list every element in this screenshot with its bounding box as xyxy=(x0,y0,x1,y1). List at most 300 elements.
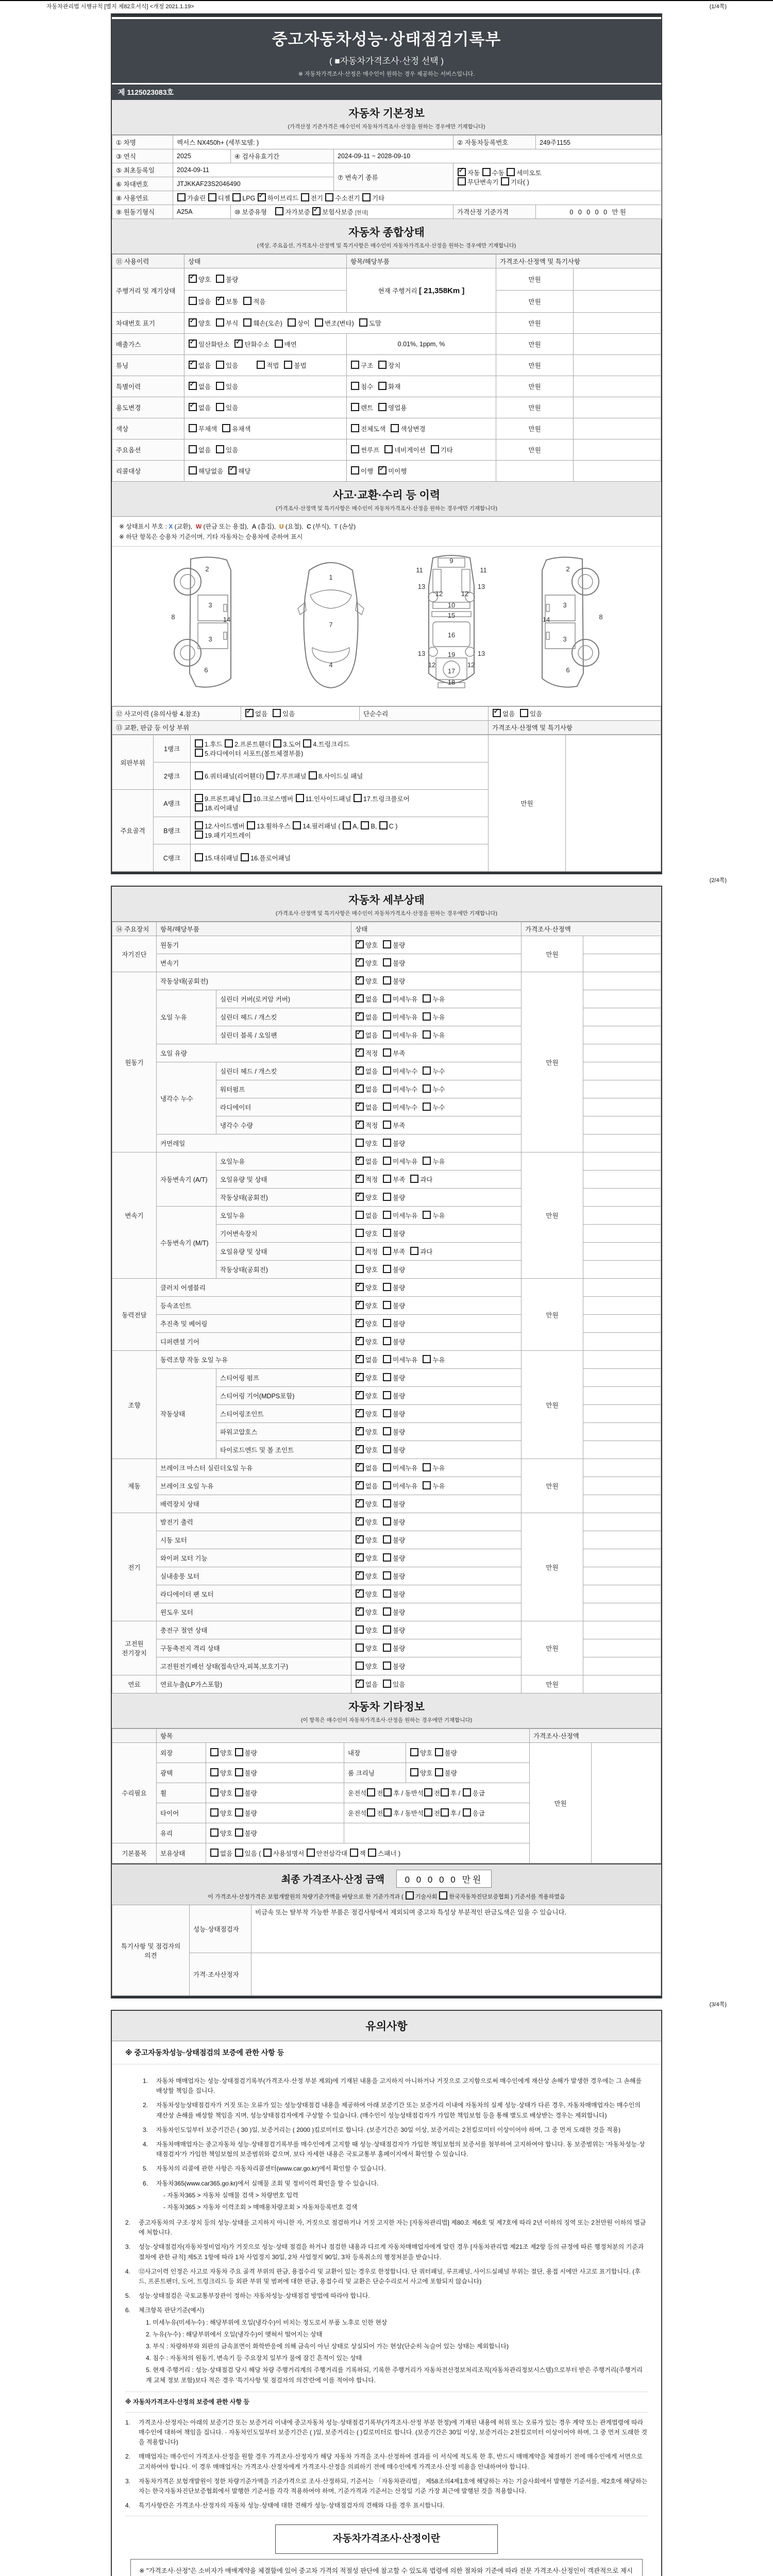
checkbox[interactable] xyxy=(210,1808,219,1817)
checkbox-checked[interactable] xyxy=(312,207,321,215)
checkbox[interactable] xyxy=(177,193,186,201)
checkbox-checked[interactable] xyxy=(356,940,364,948)
checkbox[interactable] xyxy=(501,177,509,185)
diagram-part-number: 2 xyxy=(205,565,209,573)
diagram-part-number: 11 xyxy=(480,566,487,574)
checkbox[interactable] xyxy=(273,709,281,717)
checkbox[interactable] xyxy=(383,1553,391,1562)
diagram-part-number: 10 xyxy=(447,601,456,609)
col-price: 가격조사·산정액 xyxy=(522,922,661,936)
row-label: 차대번호 표기 xyxy=(112,313,184,334)
item-label: 실내송풍 모터 xyxy=(157,1567,351,1585)
field-first-reg: ⑤ 최초등록일 xyxy=(112,163,173,177)
checkbox[interactable] xyxy=(195,803,203,811)
item-label: 충전구 절연 상태 xyxy=(157,1621,351,1639)
checkbox[interactable] xyxy=(241,853,249,861)
overall-state-table: ⑪ 사용이력 상태 항목/해당부품 가격조사·산정액 및 특기사항 주행거리 및 계기상태 ✓양호 불량 현재 주행거리 [ 21,358Km ] 만원 많음 ✓ 보통 적음 만원 차대번호 표기 ✓ 양호 부식 훼손(오손) 상이 변조(변타) 도말 만원 배출가스 ✓ 일산화탄소 ✓ 탄화수소 매연 0.01%, 1ppm, % 만원 튜닝 ✓ 없음 있음 적법 불법 구조 장치 만원 특별이력 ✓ 없음 있음 침수 화재 만원 용도변경 ✓ 없음 있음 렌트 영업용 만원 색상 무채색 유채색 전체도색 색상변경 만원 주요옵션 없음 있음 썬루프 네비게이션 기타 만원 리콜대상 해당없음 ✓ 해당 이행 ✓ 미이행 xyxy=(112,254,661,482)
checkbox[interactable] xyxy=(368,1849,376,1857)
checkbox[interactable] xyxy=(383,1391,391,1399)
checkbox[interactable] xyxy=(216,403,224,411)
checkbox[interactable] xyxy=(423,1103,431,1111)
price-cell: 만원 xyxy=(496,418,574,439)
checkbox-checked[interactable] xyxy=(189,275,197,283)
checkbox[interactable] xyxy=(424,1788,432,1797)
checkbox-checked[interactable] xyxy=(258,193,266,201)
warranty-cell xyxy=(231,205,453,219)
item-label: 발전기 출력 xyxy=(157,1513,351,1531)
checkbox-checked[interactable] xyxy=(356,1121,364,1129)
checkbox[interactable] xyxy=(383,976,391,985)
checkbox-checked[interactable] xyxy=(356,1553,364,1562)
checkbox[interactable] xyxy=(210,1849,219,1857)
diagram-part-number: 8 xyxy=(599,613,603,621)
checkbox-checked[interactable] xyxy=(356,1607,364,1616)
checkbox[interactable] xyxy=(315,318,323,327)
checkbox[interactable] xyxy=(216,275,224,283)
checkbox[interactable] xyxy=(482,168,491,176)
checkbox[interactable] xyxy=(423,1481,431,1489)
checkbox[interactable] xyxy=(275,207,283,215)
field-warranty-type: ⑩ 보증유형 xyxy=(234,209,267,216)
checkbox[interactable] xyxy=(356,1625,364,1634)
checkbox[interactable] xyxy=(195,853,203,861)
checkbox[interactable] xyxy=(383,1607,391,1616)
checkbox[interactable] xyxy=(383,1680,391,1688)
checkbox-checked[interactable] xyxy=(356,1175,364,1183)
checkbox[interactable] xyxy=(243,318,251,327)
checkbox[interactable] xyxy=(410,1768,418,1776)
value-inspection-period: 2024-09-11 ~ 2028-09-10 xyxy=(334,149,662,163)
checkbox[interactable] xyxy=(195,749,203,757)
checkbox[interactable] xyxy=(520,709,528,717)
checkbox-checked[interactable] xyxy=(356,1337,364,1345)
row-label: 내장 xyxy=(344,1743,406,1763)
checkbox[interactable] xyxy=(195,771,203,779)
opinion-row-inspector: 성능·상태점검자 xyxy=(190,1905,251,1953)
checkbox[interactable] xyxy=(301,193,309,201)
item-label: 오일누유 xyxy=(216,1153,351,1171)
checkbox[interactable] xyxy=(383,1427,391,1435)
checkbox-checked[interactable] xyxy=(356,1103,364,1111)
checkbox[interactable] xyxy=(288,318,296,327)
notice-title: 유의사항 xyxy=(365,2021,408,2032)
checkbox[interactable] xyxy=(383,1247,391,1255)
checkbox-checked[interactable] xyxy=(189,361,197,369)
checkbox[interactable] xyxy=(247,821,255,829)
checkbox[interactable] xyxy=(383,1175,391,1183)
diagram-part-number: 18 xyxy=(447,679,456,686)
checkbox[interactable] xyxy=(275,340,283,348)
checkbox[interactable] xyxy=(383,1048,391,1057)
checkbox[interactable] xyxy=(307,1849,315,1857)
device-label: 변속기 xyxy=(112,1153,157,1279)
checkbox[interactable] xyxy=(257,361,265,369)
checkbox-checked[interactable] xyxy=(356,1517,364,1526)
checkbox-checked[interactable] xyxy=(356,1481,364,1489)
checkbox-checked[interactable] xyxy=(356,1355,364,1363)
checkbox[interactable] xyxy=(343,821,351,829)
overall-state-header xyxy=(112,219,661,254)
checkbox[interactable] xyxy=(410,1748,418,1756)
checkbox[interactable] xyxy=(383,1301,391,1309)
panel-group-label: 주요골격 xyxy=(112,790,154,872)
checkbox[interactable] xyxy=(235,1748,243,1756)
checkbox[interactable] xyxy=(351,424,359,432)
checkbox-checked[interactable] xyxy=(356,1409,364,1417)
checkbox-checked[interactable] xyxy=(356,1571,364,1580)
checkbox-checked[interactable] xyxy=(189,382,197,390)
item-label: 실린더 커버(로커암 커버) xyxy=(216,990,351,1008)
checkbox[interactable] xyxy=(383,1643,391,1652)
checkbox[interactable] xyxy=(383,1103,391,1111)
checkbox[interactable] xyxy=(410,1247,418,1255)
detail-note: (가격조사·산정액 및 특기사항은 매수인이 자동차가격조사·산정을 원하는 경우에만 기재합니다) xyxy=(276,910,497,917)
checkbox-checked[interactable] xyxy=(216,297,224,305)
diagram-part-number: 13 xyxy=(417,583,426,590)
price-cell: 만원 xyxy=(489,735,566,872)
checkbox-checked[interactable] xyxy=(356,958,364,967)
price-cell: 만원 xyxy=(496,397,574,418)
price-cell: 만원 xyxy=(522,1279,583,1351)
checkbox[interactable] xyxy=(243,794,251,802)
checkbox[interactable] xyxy=(210,1788,219,1797)
field-vin: ⑥ 차대번호 xyxy=(112,177,173,191)
accident-header xyxy=(112,482,661,517)
checkbox[interactable] xyxy=(410,1175,418,1183)
checkbox[interactable] xyxy=(235,1808,243,1817)
checkbox[interactable] xyxy=(351,466,359,474)
checkbox[interactable] xyxy=(303,739,311,748)
checkbox-checked[interactable] xyxy=(189,340,197,348)
diagram-part-number: 6 xyxy=(204,666,208,674)
checkbox[interactable] xyxy=(235,1828,243,1837)
checkbox[interactable] xyxy=(435,1768,443,1776)
checkbox[interactable] xyxy=(195,821,203,829)
checkbox[interactable] xyxy=(423,1355,431,1363)
panel-rank-table: 외판부위 1랭크 1.후드 2.프론트휀더 3.도어 4.트렁크리드 5.라디에이터 서포트(볼트체결부품) 만원 2랭크 6.쿼터패널(리어휀더) 7.루프패널 8.사이드실 패널 주요골격 A랭크 9.프론트패널 10.크로스멤버 11.인사이드패널 17.트렁크플로어 18.리어패널 B랭크 12.사이드멤버 13.휠하우스 14.필러패널 ( A, B, C ) 19.패키지트레이 C랭크 15.대쉬패널 16.플로어패널 xyxy=(112,735,661,872)
checkbox[interactable] xyxy=(439,1891,447,1900)
other-info-note: (이 항목은 매수인이 자동차가격조사·산정을 원하는 경우에만 기재합니다) xyxy=(300,1717,473,1723)
checkbox[interactable] xyxy=(435,1748,443,1756)
diagram-part-number: 12 xyxy=(467,661,475,669)
checkbox[interactable] xyxy=(222,424,230,432)
checkbox[interactable] xyxy=(378,361,386,369)
checkbox[interactable] xyxy=(325,193,333,201)
checkbox[interactable] xyxy=(293,821,301,829)
col-item: 항목/해당부품 xyxy=(157,922,351,936)
checkbox[interactable] xyxy=(507,168,515,176)
checkbox[interactable] xyxy=(195,831,203,839)
diagram-part-number: 3 xyxy=(208,635,212,643)
accident-legend xyxy=(112,517,661,547)
checkbox[interactable] xyxy=(235,1849,243,1857)
item-label: 오일 유량 xyxy=(157,1044,351,1062)
item-label: 타이로드엔드 및 볼 조인트 xyxy=(216,1441,351,1459)
checkbox-checked[interactable] xyxy=(356,1066,364,1075)
checkbox[interactable] xyxy=(351,382,359,390)
checkbox-checked[interactable] xyxy=(356,1445,364,1453)
checkbox[interactable] xyxy=(367,1808,375,1817)
checkbox[interactable] xyxy=(232,193,241,201)
notice-subitem: - 자동차365 > 자동차 실매물 검색 > 차량번호 입력 xyxy=(163,2191,298,2199)
checkbox[interactable] xyxy=(210,1768,219,1776)
checkbox[interactable] xyxy=(383,1337,391,1345)
row-label: 광택 xyxy=(157,1763,206,1783)
checkbox[interactable] xyxy=(296,794,304,802)
checkbox-checked[interactable] xyxy=(378,466,386,474)
checkbox-checked[interactable] xyxy=(356,1427,364,1435)
state-code-U: U xyxy=(279,523,284,530)
checkbox-checked[interactable] xyxy=(189,403,197,411)
checkbox-checked[interactable] xyxy=(234,340,243,348)
checkbox[interactable] xyxy=(383,1445,391,1453)
checkbox-checked[interactable] xyxy=(356,1193,364,1201)
checkbox[interactable] xyxy=(383,1788,392,1797)
checkbox-checked[interactable] xyxy=(356,1030,364,1039)
opinion-row-appraiser: 가격·조사산정자 xyxy=(190,1953,251,1996)
final-price-label: 최종 가격조사·산정 금액 xyxy=(281,1874,385,1885)
checkbox[interactable] xyxy=(383,1121,391,1129)
simple-repair-label: 단순수리 xyxy=(360,707,489,721)
checkbox[interactable] xyxy=(235,1788,243,1797)
checkbox[interactable] xyxy=(458,177,466,185)
checkbox[interactable] xyxy=(263,1849,272,1857)
checkbox[interactable] xyxy=(383,1499,391,1507)
checkbox[interactable] xyxy=(210,1828,219,1837)
checkbox[interactable] xyxy=(383,1319,391,1327)
checkbox[interactable] xyxy=(423,1211,431,1219)
checkbox[interactable] xyxy=(383,1463,391,1471)
item-label: 추진축 및 베어링 xyxy=(157,1315,351,1333)
row-label: 배출가스 xyxy=(112,334,184,355)
checkbox[interactable] xyxy=(356,1265,364,1273)
checkbox[interactable] xyxy=(383,1589,391,1598)
checkbox[interactable] xyxy=(383,1084,391,1093)
checkbox[interactable] xyxy=(383,1808,392,1817)
checkbox[interactable] xyxy=(216,445,224,453)
document-number: 제 1125023083호 xyxy=(112,83,661,100)
checkbox[interactable] xyxy=(356,1229,364,1237)
checkbox[interactable] xyxy=(463,1808,471,1817)
checkbox[interactable] xyxy=(210,1748,219,1756)
state-code-X: X xyxy=(169,523,173,530)
checkbox[interactable] xyxy=(383,1229,391,1237)
checkbox[interactable] xyxy=(195,739,203,748)
checkbox[interactable] xyxy=(383,1066,391,1075)
checkbox[interactable] xyxy=(309,771,317,779)
checkbox-checked[interactable] xyxy=(356,1084,364,1093)
checkbox[interactable] xyxy=(354,794,362,802)
checkbox[interactable] xyxy=(383,958,391,967)
checkbox-checked[interactable] xyxy=(356,1301,364,1309)
checkbox[interactable] xyxy=(356,1643,364,1652)
checkbox-checked[interactable] xyxy=(356,1463,364,1471)
checkbox-checked[interactable] xyxy=(356,1283,364,1291)
price-cell: 만원 xyxy=(496,376,574,397)
checkbox-checked[interactable] xyxy=(356,1499,364,1507)
checkbox[interactable] xyxy=(383,1139,391,1147)
checkbox[interactable] xyxy=(361,821,369,829)
form-rule-text: 자동차관리법 시행규칙 [별지 제82호서식] <개정 2021.1.19> xyxy=(46,4,194,10)
checkbox[interactable] xyxy=(383,940,391,948)
checkbox[interactable] xyxy=(383,1625,391,1634)
checkbox[interactable] xyxy=(273,739,281,748)
diagram-part-number: 14 xyxy=(542,616,550,623)
rank-label: B랭크 xyxy=(154,817,191,844)
checkbox[interactable] xyxy=(383,1265,391,1273)
checkbox[interactable] xyxy=(391,424,399,432)
item-label: 변속기 xyxy=(157,954,351,972)
checkbox-checked[interactable] xyxy=(458,168,466,176)
checkbox[interactable] xyxy=(441,1808,449,1817)
opinion-inspector-text: 비금속 또는 탈부착 가능한 부품은 점검사항에서 제외되며 중고차 특성상 부분적인 판금도색은 있을 수 있습니다. xyxy=(251,1905,661,1953)
diagram-part-number: 3 xyxy=(563,601,567,609)
panel-group-label: 외판부위 xyxy=(112,735,154,790)
item-label: 디퍼렌셜 기어 xyxy=(157,1333,351,1351)
vehicle-diagram-wrap xyxy=(112,547,661,706)
checkbox[interactable] xyxy=(383,1012,391,1021)
final-price-band xyxy=(112,1863,661,1905)
checkbox[interactable] xyxy=(383,1535,391,1544)
checkbox[interactable] xyxy=(356,1662,364,1670)
checkbox[interactable] xyxy=(384,445,393,453)
item-label: 실린더 헤드 / 개스킷 xyxy=(216,1008,351,1026)
notice-subitem: 3. 부식 : 차량하부와 외판의 금속표면이 화학반응에 의해 금속이 아닌 상태로 상실되어 가는 현상(단순히 녹슬어 있는 상태는 제외합니다) xyxy=(146,2342,509,2350)
checkbox[interactable] xyxy=(359,318,367,327)
state-code-W: W xyxy=(195,523,202,530)
state-code-C: C xyxy=(307,523,311,530)
checkbox[interactable] xyxy=(423,1084,431,1093)
checkbox[interactable] xyxy=(216,382,224,390)
checkbox[interactable] xyxy=(189,424,197,432)
checkbox[interactable] xyxy=(463,1788,471,1797)
checkbox[interactable] xyxy=(356,1139,364,1147)
checkbox[interactable] xyxy=(356,1211,364,1219)
rank-label: 1랭크 xyxy=(154,735,191,762)
checkbox[interactable] xyxy=(356,1247,364,1255)
checkbox[interactable] xyxy=(243,297,251,305)
checkbox[interactable] xyxy=(383,1193,391,1201)
checkbox[interactable] xyxy=(225,739,233,748)
checkbox[interactable] xyxy=(379,821,388,829)
col-device: ⑭ 주요장치 xyxy=(112,922,157,936)
checkbox[interactable] xyxy=(362,193,371,201)
item-label: 라디에이터 팬 모터 xyxy=(157,1585,351,1603)
checkbox[interactable] xyxy=(423,994,431,1003)
checkbox-checked[interactable] xyxy=(356,1012,364,1021)
checkbox[interactable] xyxy=(351,361,359,369)
checkbox-checked[interactable] xyxy=(356,1535,364,1544)
checkbox-checked[interactable] xyxy=(356,1680,364,1688)
checkbox-checked[interactable] xyxy=(356,1391,364,1399)
item-label: 기어변속장치 xyxy=(216,1225,351,1243)
checkbox[interactable] xyxy=(383,1517,391,1526)
checkbox-checked[interactable] xyxy=(189,318,197,327)
checkbox-checked[interactable] xyxy=(493,709,501,717)
exchange-price-header: 가격조사·산정액 및 특기사항 xyxy=(489,721,661,735)
checkbox[interactable] xyxy=(189,466,197,474)
checkbox[interactable] xyxy=(378,403,386,411)
checkbox[interactable] xyxy=(383,1662,391,1670)
checkbox[interactable] xyxy=(195,794,203,802)
notice-subitem: - 자동차365 > 자동차 이력조회 > 매매용차량조회 > 자동차등록번호 검색 xyxy=(163,2203,358,2211)
checkbox[interactable] xyxy=(423,1463,431,1471)
checkbox[interactable] xyxy=(423,1066,431,1075)
page-2 xyxy=(111,886,662,1998)
notice-item: 5. 성능·상태점검은 국토교통부장관이 정하는 자동차성능·상태점검 방법에 따라야 합니다. xyxy=(125,2292,370,2300)
checkbox[interactable] xyxy=(266,771,275,779)
checkbox[interactable] xyxy=(423,1030,431,1039)
checkbox[interactable] xyxy=(284,361,292,369)
col-state: 상태 xyxy=(184,255,347,268)
checkbox-checked[interactable] xyxy=(356,1373,364,1381)
checkbox-checked[interactable] xyxy=(356,994,364,1003)
checkbox[interactable] xyxy=(216,361,224,369)
checkbox-checked[interactable] xyxy=(228,466,237,474)
checkbox[interactable] xyxy=(383,1030,391,1039)
checkbox[interactable] xyxy=(383,1409,391,1417)
item-label: 브레이크 마스터 실린더오일 누유 xyxy=(157,1459,351,1477)
checkbox[interactable] xyxy=(378,382,386,390)
checkbox-checked[interactable] xyxy=(356,976,364,985)
checkbox[interactable] xyxy=(189,445,197,453)
checkbox[interactable] xyxy=(383,1373,391,1381)
checkbox[interactable] xyxy=(383,1157,391,1165)
price-cell: 만원 xyxy=(522,1675,583,1693)
diagram-part-number: 13 xyxy=(477,650,485,657)
notice-subitem: 2. 누유(누수) : 해당부위에서 오일(냉각수)이 맺혀서 떨어지는 상태 xyxy=(146,2330,323,2338)
checkbox-checked[interactable] xyxy=(245,709,254,717)
notice-block2-list xyxy=(125,2418,648,2511)
price-cell: 만원 xyxy=(496,334,574,355)
item-label: 오일유량 및 상태 xyxy=(216,1243,351,1261)
checkbox[interactable] xyxy=(383,1211,391,1219)
checkbox[interactable] xyxy=(216,318,224,327)
checkbox[interactable] xyxy=(235,1768,243,1776)
subgroup-label: 오일 누유 xyxy=(157,990,216,1044)
row-label: 룸 크리닝 xyxy=(344,1763,406,1783)
diagram-part-number: 12 xyxy=(428,661,436,669)
checkbox-checked[interactable] xyxy=(356,1319,364,1327)
checkbox[interactable] xyxy=(383,1355,391,1363)
checkbox[interactable] xyxy=(406,1891,414,1900)
field-engine-type: ⑨ 원동기형식 xyxy=(112,205,173,219)
checkbox[interactable] xyxy=(424,1808,432,1817)
checkbox[interactable] xyxy=(383,1481,391,1489)
checkbox[interactable] xyxy=(351,445,359,453)
page-3 xyxy=(111,2010,662,2576)
price-cell: 만원 xyxy=(522,1351,583,1459)
checkbox[interactable] xyxy=(367,1788,375,1797)
checkbox-checked[interactable] xyxy=(356,1048,364,1057)
checkbox[interactable] xyxy=(383,1571,391,1580)
checkbox[interactable] xyxy=(431,445,439,453)
checkbox[interactable] xyxy=(383,1283,391,1291)
checkbox[interactable] xyxy=(383,994,391,1003)
checkbox[interactable] xyxy=(441,1788,449,1797)
checkbox[interactable] xyxy=(423,1012,431,1021)
checkbox[interactable] xyxy=(208,193,216,201)
checkbox[interactable] xyxy=(351,403,359,411)
checkbox-checked[interactable] xyxy=(356,1157,364,1165)
price-cell: 만원 xyxy=(522,1513,583,1621)
checkbox[interactable] xyxy=(350,1849,358,1857)
checkbox[interactable] xyxy=(189,297,197,305)
device-label: 자기진단 xyxy=(112,936,157,972)
checkbox-checked[interactable] xyxy=(356,1589,364,1598)
checkbox[interactable] xyxy=(423,1157,431,1165)
col-item: 항목 xyxy=(157,1729,530,1743)
